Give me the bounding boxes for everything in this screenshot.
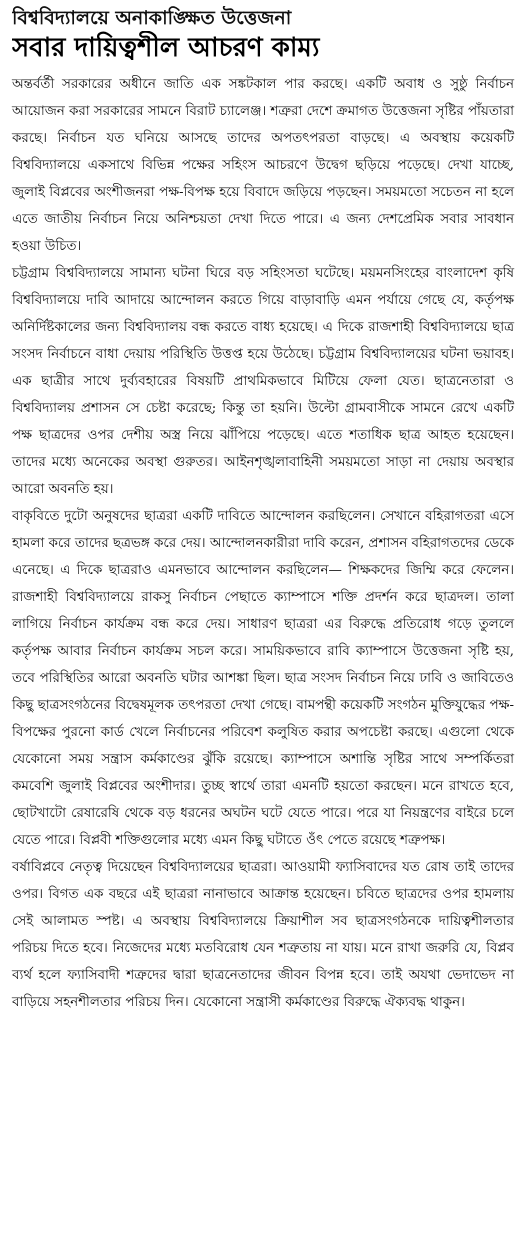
- article-body: [12, 71, 514, 1016]
- article-kicker: বিশ্ববিদ্যালয়ে অনাকাঙ্ক্ষিত উত্তেজনা: [12, 7, 292, 29]
- article-paragraph-1: অন্তর্বর্তী সরকারের অধীনে জাতি এক সঙ্কটকাল পার করছে। একটি অবাধ ও সুষ্ঠু নির্বাচন আয়োজন করা সরকারের সামনে বিরাট চ্যালেঞ্জ। শত্রুরা দেশে ক্রমাগত উত্তেজনা সৃষ্টির পাঁয়তারা করছে। নির্বাচন যত ঘনিয়ে আসছে তাদের অপতৎপরতা বাড়ছে। এ অবস্থায় কয়েকটি বিশ্ববিদ্যালয়ে একসাথে বিভিন্ন পক্ষের সহিংস আচরণে উদ্বেগ ছড়িয়ে পড়েছে। দেখা যাচ্ছে, জুলাই বিপ্লবের অংশীজনরা পক্ষ-বিপক্ষ হয়ে বিবাদে জড়িয়ে পড়ছেন। সময়মতো সচেতন না হলে এতে জাতীয় নির্বাচন নিয়ে অনিশ্চয়তা দেখা দিতে পারে। এ জন্য দেশপ্রেমিক সবার সাবধান হওয়া উচিত।: [12, 77, 514, 254]
- article-paragraph-3: বাকৃবিতে দুটো অনুষদের ছাত্ররা একটি দাবিতে আন্দোলন করছিলেন। সেখানে বহিরাগতরা এসে হামলা করে তাদের ছত্রভঙ্গ করে দেয়। আন্দোলনকারীরা দাবি করেন, প্রশাসন বহিরাগতদের ডেকে এনেছে। এ দিকে ছাত্ররাও এমনভাবে আন্দোলন করছিলেন— শিক্ষকদের জিম্মি করে ফেলেন। রাজশাহী বিশ্ববিদ্যালয়ে রাকসু নির্বাচন পেছাতে ক্যাম্পাসে শক্তি প্রদর্শন করে ছাত্রদল। তালা লাগিয়ে নির্বাচন কার্যক্রম বন্ধ করে দেয়। সাধারণ ছাত্ররা এর বিরুদ্ধে প্রতিরোধ গড়ে তুললে কর্তৃপক্ষ আবার নির্বাচন কার্যক্রম সচল করে। সাময়িকভাবে রাবি ক্যাম্পাসে উত্তেজনা সৃষ্টি হয়, তবে পরিস্থিতির আরো অবনতি ঘটার আশঙ্কা ছিল। ছাত্র সংসদ নির্বাচন নিয়ে ঢাবি ও জাবিতেও কিছু ছাত্রসংগঠনের বিদ্বেষমূলক তৎপরতা দেখা গেছে। বামপন্থী কয়েকটি সংগঠন মুক্তিযুদ্ধের পক্ষ-বিপক্ষের পুরনো কার্ড খেলে নির্বাচনের পরিবেশ কলুষিত করার অপচেষ্টা করছে। এগুলো থেকে যেকোনো সময় সন্ত্রাস কর্মকাণ্ডের ঝুঁকি রয়েছে। ক্যাম্পাসে অশান্তি সৃষ্টির সাথে সম্পর্কিতরা কমবেশি জুলাই বিপ্লবের অংশীদার। তুচ্ছ স্বার্থে তারা এমনটি হয়তো করছেন। মনে রাখতে হবে, ছোটখাটো রেষারেষি থেকে বড় ধরনের অঘটন ঘটে যেতে পারে। পরে যা নিয়ন্ত্রণের বাইরে চলে যেতে পারে। বিপ্লবী শক্তিগুলোর মধ্যে এমন কিছু ঘটাতে ওঁৎ পেতে রয়েছে শত্রুপক্ষ।: [12, 509, 514, 848]
- article-headline: সবার দায়িত্বশীল আচরণ কাম্য: [12, 33, 320, 63]
- article-paragraph-4: বর্ষাবিপ্লবে নেতৃত্ব দিয়েছেন বিশ্ববিদ্যালয়ের ছাত্ররা। আওয়ামী ফ্যাসিবাদের যত রোষ তাই তাদের ওপর। বিগত এক বছরে এই ছাত্ররা নানাভাবে আক্রান্ত হয়েছেন। চবিতে ছাত্রদের ওপর হামলায় সেই আলামত স্পষ্ট। এ অবস্থায় বিশ্ববিদ্যালয়ে ক্রিয়াশীল সব ছাত্রসংগঠনকে দায়িত্বশীলতার পরিচয় দিতে হবে। নিজেদের মধ্যে মতবিরোধ যেন শত্রুতায় না যায়। মনে রাখা জরুরি যে, বিপ্লব ব্যর্থ হলে ফ্যাসিবাদী শত্রুদের দ্বারা ছাত্রনেতাদের জীবন বিপন্ন হবে। তাই অযথা ভেদাভেদ না বাড়িয়ে সহনশীলতার পরিচয় দিন। যেকোনো সন্ত্রাসী কর্মকাণ্ডের বিরুদ্ধে ঐক্যবদ্ধ থাকুন।: [12, 860, 514, 1010]
- article-paragraph-2: চট্টগ্রাম বিশ্ববিদ্যালয়ে সামান্য ঘটনা ঘিরে বড় সহিংসতা ঘটেছে। ময়মনসিংহের বাংলাদেশ কৃষি বিশ্ববিদ্যালয়ে দাবি আদায়ে আন্দোলন করতে গিয়ে বাড়াবাড়ি এমন পর্যায়ে গেছে যে, কর্তৃপক্ষ অনির্দিষ্টকালের জন্য বিশ্ববিদ্যালয় বন্ধ করতে বাধ্য হয়েছে। এ দিকে রাজশাহী বিশ্ববিদ্যালয়ে ছাত্র সংসদ নির্বাচনে বাধা দেয়ায় পরিস্থিতি উত্তপ্ত হয়ে উঠেছে। চট্টগ্রাম বিশ্ববিদ্যালয়ের ঘটনা ভয়াবহ। এক ছাত্রীর সাথে দুর্ব্যবহারের বিষয়টি প্রাথমিকভাবে মিটিয়ে ফেলা যেত। ছাত্রনেতারা ও বিশ্ববিদ্যালয় প্রশাসন সে চেষ্টা করেছে; কিন্তু তা হয়নি। উল্টো গ্রামবাসীকে সামনে রেখে একটি পক্ষ ছাত্রদের ওপর দেশীয় অস্ত্র নিয়ে ঝাঁপিয়ে পড়েছে। এতে শতাধিক ছাত্র আহত হয়েছেন। তাদের মধ্যে অনেকের অবস্থা গুরুতর। আইনশৃঙ্খলাবাহিনী সময়মতো সাড়া না দেয়ায় অবস্থার আরো অবনতি হয়।: [12, 266, 514, 497]
